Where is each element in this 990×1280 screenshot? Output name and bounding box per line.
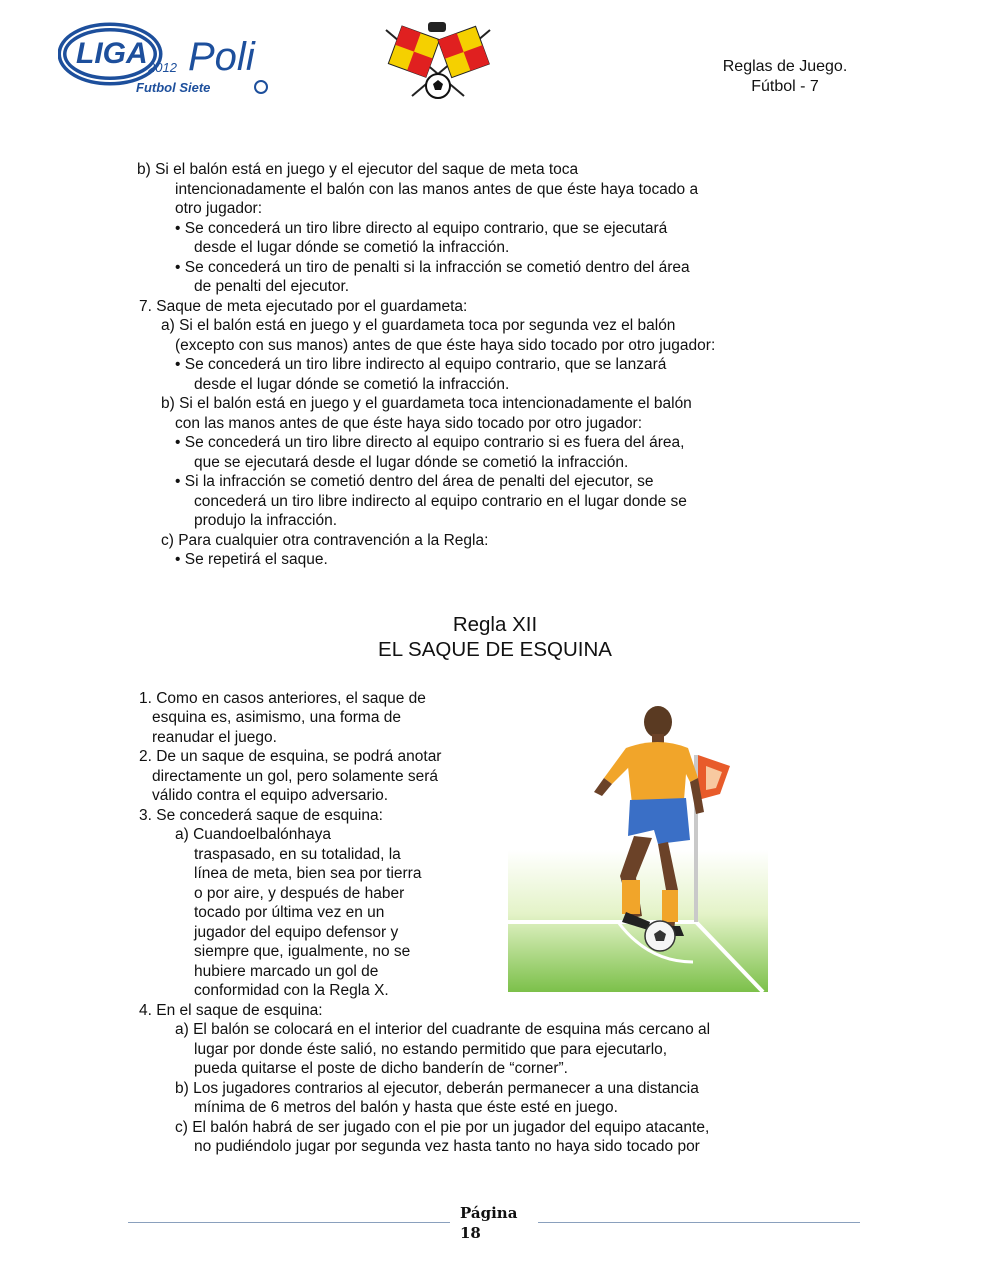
text-line: pueda quitarse el poste de dicho banderín de “corner”. — [194, 1060, 568, 1077]
text-line: a) Cuandoelbalónhaya — [175, 826, 331, 843]
text-line: • Se concederá un tiro libre indirecto al equipo contrario, que se lanzará — [175, 356, 667, 373]
logo-liga-text: LIGA — [76, 37, 148, 70]
text-line: 4. En el saque de esquina: — [139, 1002, 323, 1019]
text-line: no pudiéndolo jugar por segunda vez hasta tanto no haya sido tocado por — [194, 1138, 700, 1155]
footer-rule-left — [128, 1222, 450, 1223]
logo-poli-text: Poli — [188, 35, 255, 79]
text-line: • Si la infracción se cometió dentro del área de penalti del ejecutor, se — [175, 473, 654, 490]
text-line: b) Si el balón está en juego y el ejecutor del saque de meta toca — [137, 161, 579, 178]
text-line: traspasado, en su totalidad, la — [194, 846, 401, 863]
text-line: hubiere marcado un gol de — [194, 963, 379, 980]
text-line: lugar por donde éste salió, no estando permitido que para ejecutarlo, — [194, 1041, 668, 1058]
rule-title: Regla XII — [452, 613, 538, 636]
text-line: concederá un tiro libre indirecto al equipo contrario en el lugar donde se — [194, 493, 687, 510]
text-line: tocado por última vez en un — [194, 904, 385, 921]
text-line: • Se repetirá el saque. — [175, 551, 328, 568]
text-line: o por aire, y después de haber — [194, 885, 405, 902]
text-line: reanudar el juego. — [152, 729, 277, 746]
text-line: • Se concederá un tiro libre directo al equipo contrario, que se ejecutará — [175, 220, 668, 237]
text-line: c) Para cualquier otra contravención a la Regla: — [161, 532, 489, 549]
page-number — [460, 1203, 517, 1243]
liga-poli-logo — [58, 14, 286, 98]
text-line: (excepto con sus manos) antes de que éste haya sido tocado por otro jugador: — [175, 337, 716, 354]
text-line: 7. Saque de meta ejecutado por el guardameta: — [139, 298, 468, 315]
logo-year-text: 2012 — [148, 60, 177, 75]
text-line: directamente un gol, pero solamente será — [152, 768, 439, 785]
referee-flags-icon — [372, 22, 504, 102]
header-subtitle-line: Fútbol - 7 — [751, 78, 819, 95]
text-line: b) Los jugadores contrarios al ejecutor, deberán permanecer a una distancia — [175, 1080, 699, 1097]
text-line: mínima de 6 metros del balón y hasta que éste esté en juego. — [194, 1099, 618, 1116]
text-line: conformidad con la Regla X. — [194, 982, 389, 999]
text-line: 2. De un saque de esquina, se podrá anotar — [139, 748, 442, 765]
text-line: esquina es, asimismo, una forma de — [152, 709, 401, 726]
page-number-value: 18 — [460, 1224, 481, 1242]
logo-sub-text: Futbol Siete — [136, 80, 211, 95]
corner-kick-player-illustration — [508, 700, 768, 992]
text-line: intencionadamente el balón con las manos antes de que éste haya tocado a — [175, 181, 699, 198]
text-line: a) El balón se colocará en el interior del cuadrante de esquina más cercano al — [175, 1021, 711, 1038]
text-line: siempre que, igualmente, no se — [194, 943, 411, 960]
text-line: jugador del equipo defensor y — [194, 924, 399, 941]
text-line: válido contra el equipo adversario. — [152, 787, 389, 804]
text-line: 3. Se concederá saque de esquina: — [139, 807, 383, 824]
text-line: de penalti del ejecutor. — [194, 278, 350, 295]
footer-rule-right — [538, 1222, 860, 1223]
text-line: otro jugador: — [175, 200, 263, 217]
text-line: c) El balón habrá de ser jugado con el pie por un jugador del equipo atacante, — [175, 1119, 710, 1136]
text-line: • Se concederá un tiro libre directo al equipo contrario si es fuera del área, — [175, 434, 685, 451]
text-line: con las manos antes de que éste haya sido tocado por otro jugador: — [175, 415, 643, 432]
document-header-title — [700, 57, 870, 97]
page-label: Página — [460, 1204, 518, 1222]
text-line: 1. Como en casos anteriores, el saque de — [139, 690, 426, 707]
text-line: produjo la infracción. — [194, 512, 338, 529]
text-line: • Se concederá un tiro de penalti si la infracción se cometió dentro del área — [175, 259, 690, 276]
text-line: b) Si el balón está en juego y el guardameta toca intencionadamente el balón — [161, 395, 692, 412]
text-line: línea de meta, bien sea por tierra — [194, 865, 422, 882]
text-line: a) Si el balón está en juego y el guardameta toca por segunda vez el balón — [161, 317, 676, 334]
text-line: que se ejecutará desde el lugar dónde se cometió la infracción. — [194, 454, 629, 471]
text-line: desde el lugar dónde se cometió la infracción. — [194, 239, 510, 256]
text-line: desde el lugar dónde se cometió la infracción. — [194, 376, 510, 393]
header-title-line: Reglas de Juego. — [722, 58, 848, 75]
rule-subtitle: EL SAQUE DE ESQUINA — [378, 638, 612, 661]
